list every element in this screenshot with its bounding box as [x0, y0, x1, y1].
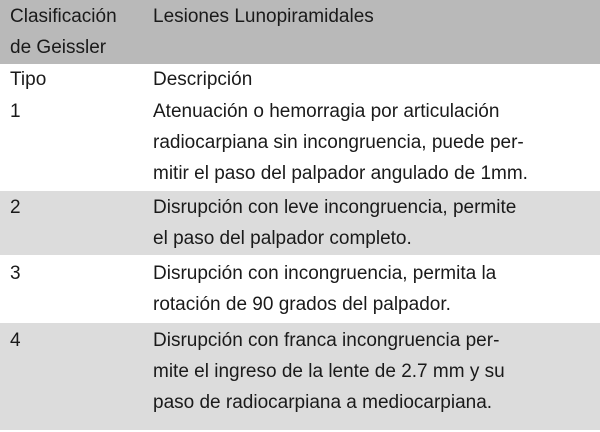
- header-col1-line: de Geissler: [10, 37, 107, 58]
- row-tipo: 2: [10, 197, 21, 218]
- description-line: mite el ingreso de la lente de 2.7 mm y su: [153, 361, 505, 382]
- row-tipo: 1: [10, 101, 21, 122]
- description-line: Disrupción con leve incongruencia, permite: [153, 197, 517, 218]
- row-description: [153, 96, 600, 189]
- row-description: [153, 258, 600, 320]
- description-line: radiocarpiana sin incongruencia, puede per-: [153, 132, 524, 153]
- subheader-tipo: Tipo: [10, 69, 47, 90]
- description-line: Disrupción con franca incongruencia per-: [153, 330, 500, 351]
- description-line: paso de radiocarpiana a mediocarpiana.: [153, 392, 493, 413]
- description-line: el paso del palpador completo.: [153, 228, 412, 249]
- header-col1-line: Clasificación: [10, 6, 117, 27]
- row-tipo: 4: [10, 330, 21, 351]
- table-row: [0, 96, 600, 191]
- description-line: Atenuación o hemorragia por articulación: [153, 101, 500, 122]
- description-line: Disrupción con incongruencia, permita la: [153, 263, 497, 284]
- row-description: [153, 192, 600, 254]
- table-row: [0, 191, 600, 257]
- table-row: [0, 257, 600, 323]
- table-subheader-row: [0, 64, 600, 96]
- header-col2-line: Lesiones Lunopiramidales: [153, 6, 374, 27]
- table-row: [0, 323, 600, 430]
- description-line: mitir el paso del palpador angulado de 1mm.: [153, 163, 528, 184]
- row-description: [153, 325, 600, 418]
- header-col-lesions: [153, 1, 600, 32]
- header-col-classification: [0, 1, 153, 63]
- row-tipo: 3: [10, 263, 21, 284]
- description-line: rotación de 90 grados del palpador.: [153, 294, 451, 315]
- subheader-descripcion: Descripción: [153, 69, 253, 90]
- table-header-row: [0, 0, 600, 64]
